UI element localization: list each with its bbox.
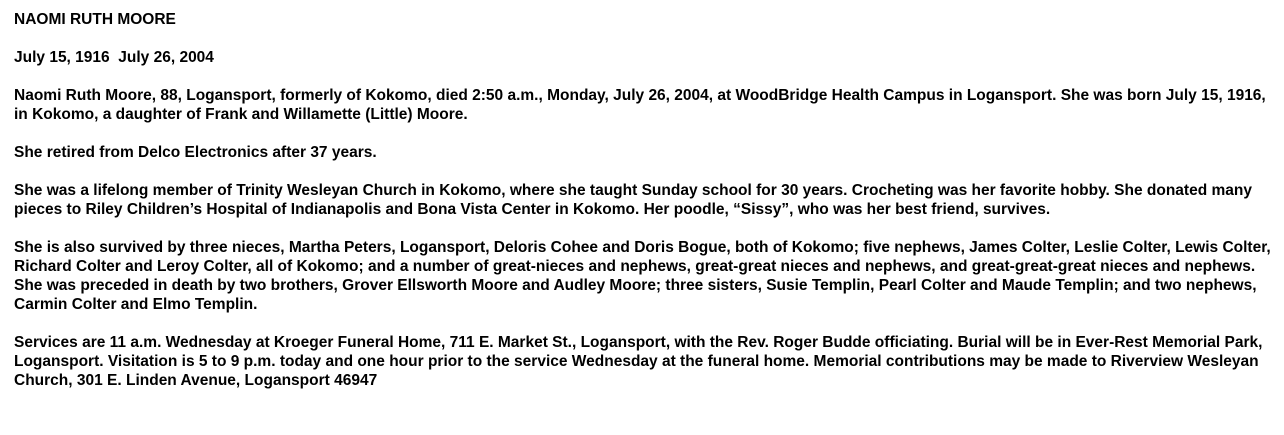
obituary-paragraph-services: Services are 11 a.m. Wednesday at Kroeger Funeral Home, 711 E. Market St., Logansport, with the Rev. Roger Budde officiating. Burial will be in Ever-Rest Memorial Park, Logansport. Visitation is 5 to 9 p.m. today and one hour prior to the service Wednesday at the funeral home. Memorial contributions may be made to Riverview Wesleyan Church, 301 E. Linden Avenue, Logansport 46947 — [14, 334, 1267, 389]
obituary-paragraph-death-notice: Naomi Ruth Moore, 88, Logansport, formerly of Kokomo, died 2:50 a.m., Monday, July 26, 2004, at WoodBridge Health Campus in Logansport. She was born July 15, 1916, in Kokomo, a daughter of Frank and Willamette (Little) Moore. — [14, 87, 1271, 123]
obituary-paragraph-survivors: She is also survived by three nieces, Martha Peters, Logansport, Deloris Cohee and Doris Bogue, both of Kokomo; five nephews, James Colter, Leslie Colter, Lewis Colter, Richard Colter and Leroy Colter, all of Kokomo; and a number of great-nieces and nephews, great-great nieces and nephews, and great-great-great nieces and nephews. She was preceded in death by two brothers, Grover Ellsworth Moore and Audley Moore; three sisters, Susie Templin, Pearl Colter and Maude Templin; and two nephews, Carmin Colter and Elmo Templin. — [14, 239, 1276, 313]
obituary-name: NAOMI RUTH MOORE — [14, 11, 176, 28]
obituary-paragraph-church: She was a lifelong member of Trinity Wesleyan Church in Kokomo, where she taught Sunday school for 30 years. Crocheting was her favorite hobby. She donated many pieces to Riley Children’s Hospital of Indianapolis and Bona Vista Center in Kokomo. Her poodle, “Sissy”, who was her best friend, survives. — [14, 182, 1257, 218]
obituary-dates: July 15, 1916 July 26, 2004 — [14, 49, 214, 66]
obituary-paragraph-career: She retired from Delco Electronics after 37 years. — [14, 144, 377, 161]
